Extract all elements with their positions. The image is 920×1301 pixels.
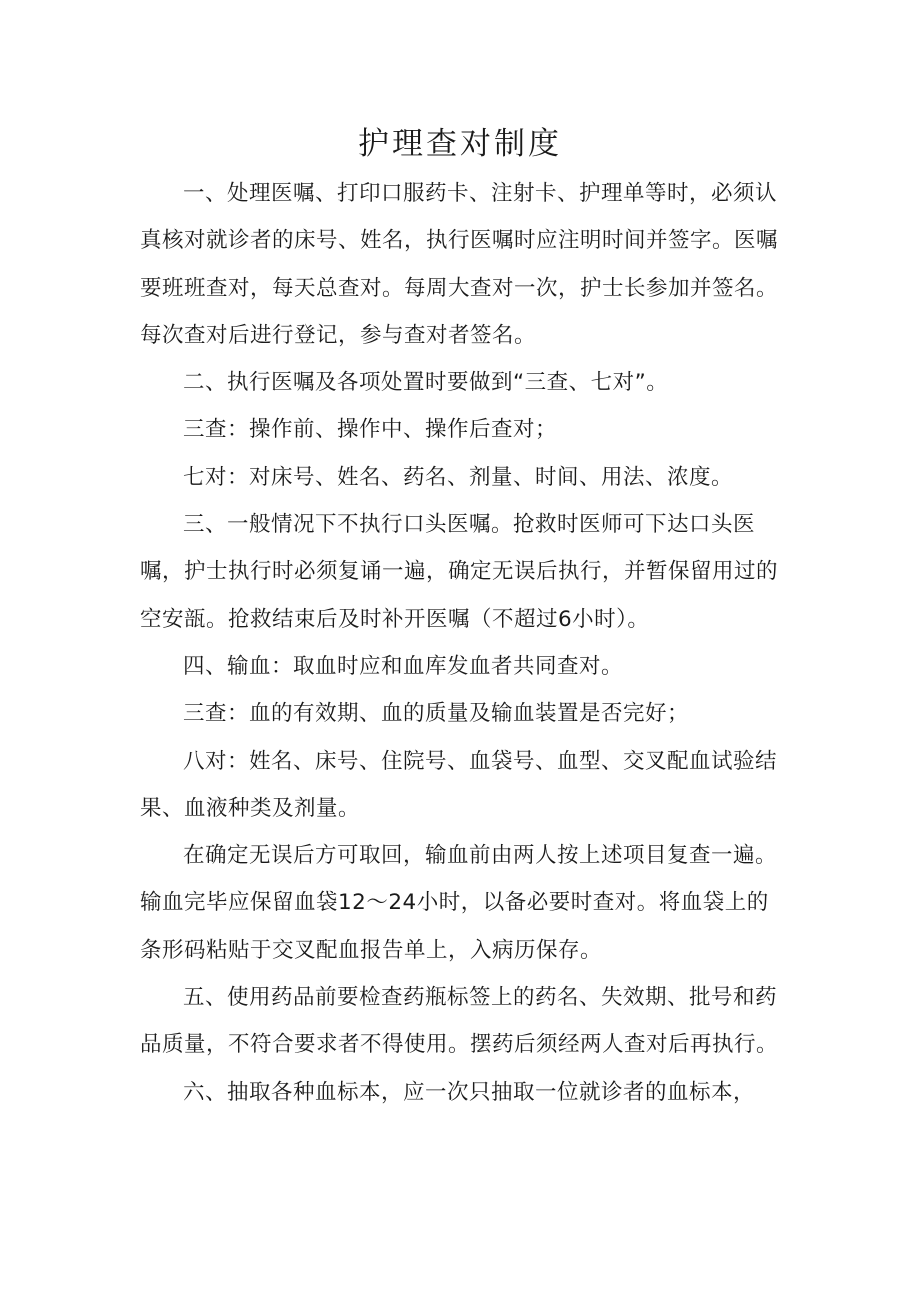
paragraph-5: 三、一般情况下不执行口头医嘱。抢救时医师可下达口头医嘱，护士执行时必须复诵一遍，确定无误后执行，并暂保留用过的空安瓿。抢救结束后及时补开医嘱（不超过6小时）。 [140,512,779,632]
paragraph-9: 在确定无误后方可取回，输血前由两人按上述项目复查一遍。输血完毕应保留血袋12〜24小时，以备必要时查对。将血袋上的条形码粘贴于交叉配血报告单上，入病历保存。 [140,843,778,963]
paragraph-7: 三查：血的有效期、血的质量及输血装置是否完好； [183,701,690,727]
paragraph-10: 五、使用药品前要检查药瓶标签上的药名、失效期、批号和药品质量，不符合要求者不得使用。摆药后须经两人查对后再执行。 [140,985,779,1058]
document-body [140,170,790,1116]
paragraph-3: 三查：操作前、操作中、操作后查对； [183,417,558,443]
paragraph-2: 二、执行医嘱及各项处置时要做到“三查、七对”。 [183,370,669,396]
paragraph-11: 六、抽取各种血标本，应一次只抽取一位就诊者的血标本， [183,1079,756,1105]
paragraph-4: 七对：对床号、姓名、药名、剂量、时间、用法、浓度。 [183,464,734,490]
paragraph-1: 一、处理医嘱、打印口服药卡、注射卡、护理单等时，必须认真核对就诊者的床号、姓名，执行医嘱时应注明时间并签字。医嘱要班班查对，每天总查对。每周大查对一次，护士长参加并签名。每次查对后进行登记，参与查对者签名。 [140,181,779,348]
paragraph-8: 八对：姓名、床号、住院号、血袋号、血型、交叉配血试验结果、血液种类及剂量。 [140,748,778,821]
document-title: 护理查对制度 [358,126,562,162]
paragraph-6: 四、输血：取血时应和血库发血者共同查对。 [183,653,624,679]
